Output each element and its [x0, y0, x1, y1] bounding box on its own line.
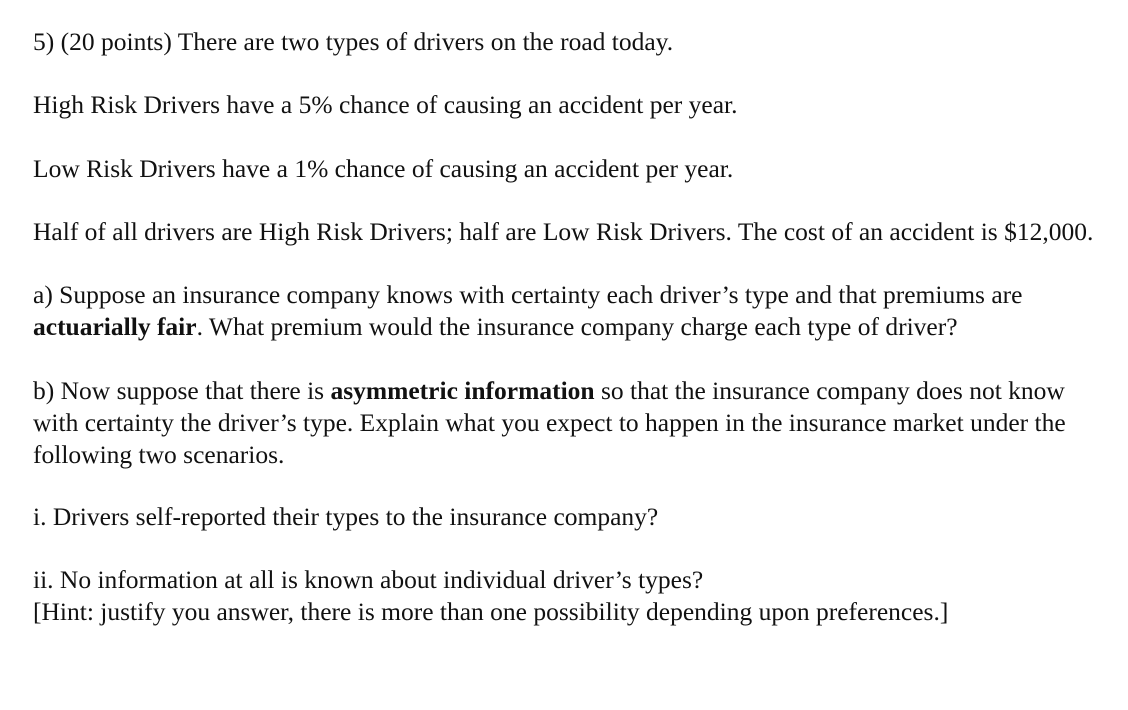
question-header: 5) (20 points) There are two types of drivers on the road today.: [33, 27, 674, 56]
part-b-text-pre: b) Now suppose that there is: [33, 376, 331, 405]
high-risk-statement: High Risk Drivers have a 5% chance of causing an accident per year.: [33, 90, 738, 119]
part-a-bold-term: actuarially fair: [33, 312, 197, 341]
part-b-question: [33, 375, 1113, 471]
part-b-text-post: so that the insurance company does not know with certainty the driver’s type. Explain what you expect to happen in the insurance market under the following two scenarios.: [33, 376, 1066, 469]
part-a-question: [33, 279, 1113, 343]
part-a-text-pre: a) Suppose an insurance company knows with certainty each driver’s type and that premiums are: [33, 280, 1023, 309]
part-a-text-post: . What premium would the insurance company charge each type of driver?: [196, 312, 958, 341]
part-ii-question: ii. No information at all is known about individual driver’s types?: [33, 565, 704, 594]
population-statement: Half of all drivers are High Risk Drivers; half are Low Risk Drivers. The cost of an accident is $12,000.: [33, 217, 1094, 246]
part-b-bold-term: asymmetric information: [330, 376, 595, 405]
part-i-question: i. Drivers self-reported their types to the insurance company?: [33, 502, 659, 531]
part-ii-block: [33, 564, 1113, 628]
question-document: [33, 26, 1113, 628]
low-risk-statement: Low Risk Drivers have a 1% chance of causing an accident per year.: [33, 154, 734, 183]
hint-text: [Hint: justify you answer, there is more than one possibility depending upon preferences.]: [33, 597, 949, 626]
